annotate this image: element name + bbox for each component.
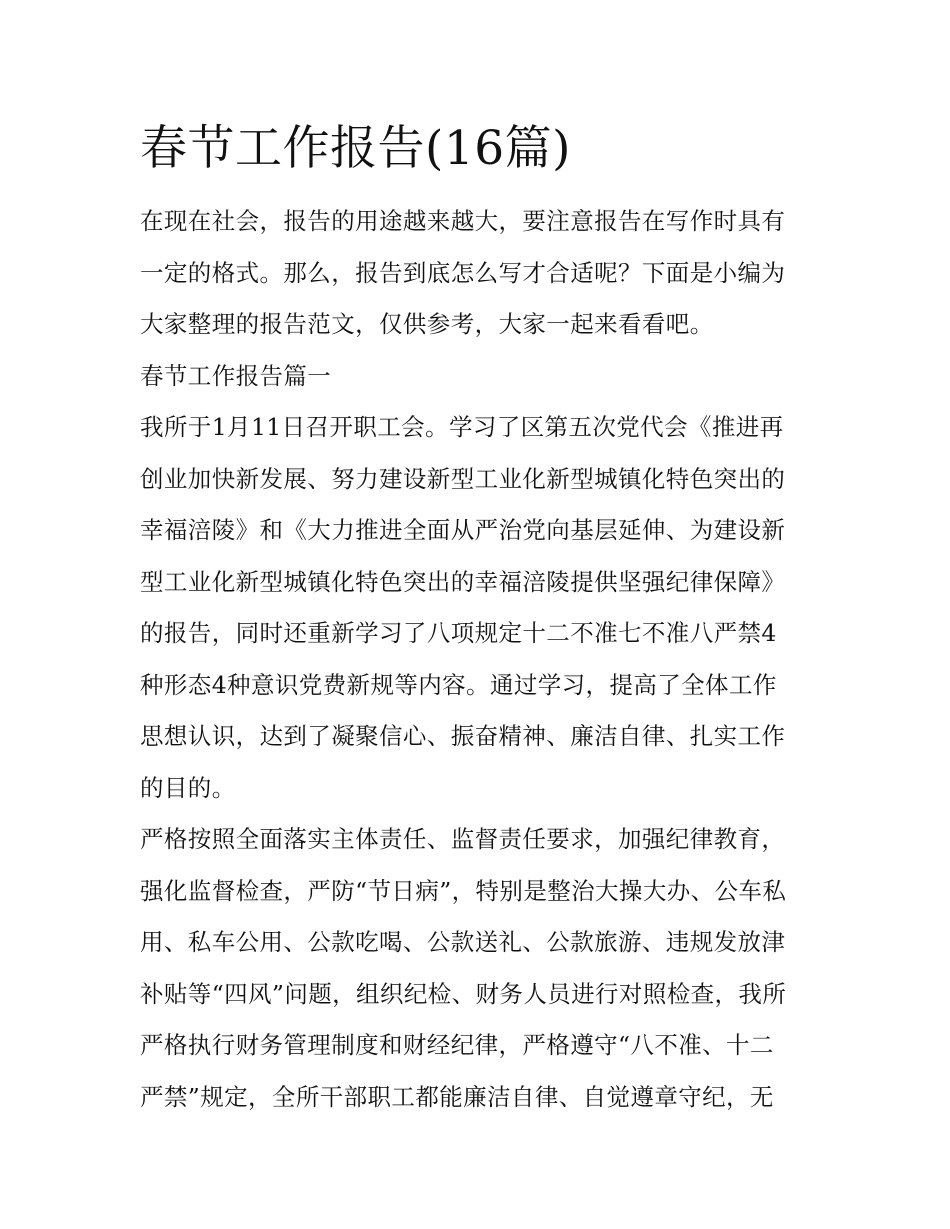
text-line: 幸福涪陵》和《大力推进全面从严治党向基层延伸、为建设新	[140, 516, 786, 544]
text-line: 补贴等“四风”问题，组织纪检、财务人员进行对照检查，我所	[140, 979, 787, 1008]
text-line: 用、私车公用、公款吃喝、公款送礼、公款旅游、违规发放津	[140, 928, 786, 956]
text-line: 种形态4种意识党费新规等内容。通过学习，提高了全体工作	[140, 670, 777, 699]
text-line: 在现在社会，报告的用途越来越大，要注意报告在写作时具有	[140, 207, 786, 235]
text-line: 型工业化新型城镇化特色突出的幸福涪陵提供坚强纪律保障》	[140, 567, 786, 596]
document-body	[140, 118, 820, 1123]
body-paragraph-1	[140, 402, 820, 814]
text-line: 我所于1月11日召开职工会。学习了区第五次党代会《推进再	[140, 413, 784, 441]
body-paragraph-2	[140, 814, 820, 1123]
text-line: 强化监督检查，严防“节日病”，特别是整治大操大办、公车私	[140, 876, 787, 905]
text-line: 的目的。	[140, 773, 236, 802]
text-line: 严格执行财务管理制度和财经纪律，严格遵守“八不准、十二	[140, 1031, 774, 1059]
section-heading: 春节工作报告篇一	[140, 361, 332, 390]
text-line: 创业加快新发展、努力建设新型工业化新型城镇化特色突出的	[140, 464, 786, 493]
text-line: 严禁”规定，全所干部职工都能廉洁自律、自觉遵章守纪，无	[140, 1082, 774, 1111]
text-line: 严格按照全面落实主体责任、监督责任要求，加强纪律教育，	[140, 825, 786, 853]
text-line: 的报告，同时还重新学习了八项规定十二不准七不准八严禁4	[140, 619, 777, 647]
text-line: 一定的格式。那么，报告到底怎么写才合适呢？下面是小编为	[140, 258, 786, 287]
intro-paragraph	[140, 196, 820, 351]
text-line: 思想认识，达到了凝聚信心、振奋精神、廉洁自律、扎实工作	[140, 722, 786, 750]
document-title: 春节工作报告(16篇)	[140, 121, 571, 176]
text-line: 大家整理的报告范文，仅供参考，大家一起来看看吧。	[140, 310, 714, 338]
